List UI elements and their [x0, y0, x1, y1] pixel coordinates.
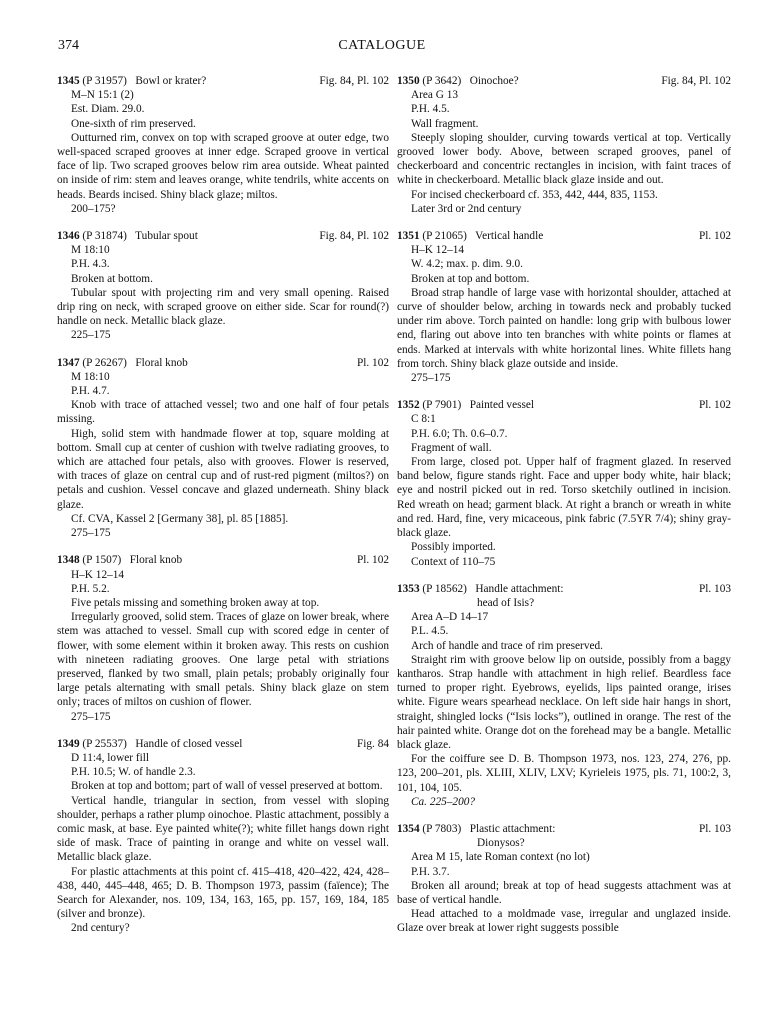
entry-refs: Pl. 102 — [698, 230, 731, 243]
entry-meta: P.H. 3.7. — [411, 865, 450, 878]
catalogue-entry — [397, 74, 731, 216]
entry-meta: P.H. 4.3. — [71, 258, 110, 271]
entry-meta: C 8:1 — [411, 413, 436, 426]
entry-number: 1351 — [397, 230, 420, 243]
entry-refs: Fig. 84, Pl. 102 — [319, 230, 389, 243]
entry-refs: Pl. 102 — [698, 399, 731, 412]
entry-meta: Knob with trace of attached vessel; two and one half of four petals missing. — [57, 399, 389, 426]
entry-title-continued: head of Isis? — [477, 596, 535, 609]
entry-meta: P.H. 6.0; Th. 0.6–0.7. — [411, 427, 508, 440]
entry-meta: Broken at bottom. — [71, 272, 153, 285]
entry-number: 1345 — [57, 75, 80, 87]
entry-title-continued: Dionysos? — [477, 837, 525, 850]
entry-reference: For plastic attachments at this point cf. 415–418, 420–422, 424, 428–438, 440, 445–448, 465; D. B. Thompson 1973, passim (faïence); The Search for Alexander, nos. 109, 134, 163, 165, pp. 157, 169, 184, 185 (silver and bronze). — [57, 865, 389, 921]
catalogue-entry — [397, 582, 731, 809]
entry-inventory: (P 26267) — [82, 356, 127, 369]
entry-meta: D 11:4, lower fill — [71, 751, 150, 764]
entry-meta: M 18:10 — [71, 244, 110, 257]
entry-date: 2nd century? — [71, 922, 130, 935]
entry-title: Floral knob — [129, 554, 183, 567]
entry-meta: P.H. 4.5. — [411, 103, 450, 116]
entry-meta: Fragment of wall. — [411, 441, 492, 454]
catalogue-entry — [397, 822, 731, 936]
entry-description: Straight rim with groove below lip on outside, possibly from a baggy kantharos. Strap handle with attachment in high relief. Beardless face turned to proper right. Eyebrows, eyelids, lips painted orange, irises white. Figure wears spearhead necklace. On left side hair hangs in short, straight, shingled locks (“Isis locks”), outlined in orange. The rest of the hair painted white. Orange dot on the forehead may be a bangle. Metallic black glaze. — [397, 653, 731, 751]
entry-inventory: (P 18562) — [422, 582, 467, 595]
entry-meta: One-sixth of rim preserved. — [71, 117, 196, 130]
entry-number: 1349 — [57, 737, 80, 750]
entry-meta: Est. Diam. 29.0. — [71, 103, 145, 116]
entry-reference: For incised checkerboard cf. 353, 442, 444, 835, 1153. — [411, 188, 658, 201]
entry-title: Bowl or krater? — [135, 75, 207, 87]
right-column — [397, 74, 731, 949]
entry-note: Possibly imported. — [411, 541, 496, 554]
entry-number: 1352 — [397, 399, 420, 412]
entry-meta: Broken all around; break at top of head suggests attachment was at base of vertical handle. — [397, 879, 731, 906]
entry-meta: H–K 12–14 — [71, 568, 125, 581]
entry-description: Outturned rim, convex on top with scraped groove at outer edge, two well-spaced scraped grooves at inner edge. Scraped groove in vertical face of lip. Two scraped grooves below rim area outside. Wheat painted on inside of rim: stem and leaves orange, white tendrils, white accents on heads. Beards incised. Shiny black glaze; miltos. — [57, 131, 389, 201]
entry-meta: Arch of handle and trace of rim preserved. — [411, 639, 603, 652]
entry-refs: Fig. 84 — [356, 737, 389, 750]
entry-title: Oinochoe? — [469, 75, 519, 87]
entry-refs: Pl. 102 — [356, 554, 389, 567]
entry-meta: Broken at top and bottom. — [411, 272, 530, 285]
entry-number: 1348 — [57, 554, 80, 567]
entry-number: 1353 — [397, 582, 420, 595]
entry-meta: H–K 12–14 — [411, 244, 465, 257]
entry-meta: Area M 15, late Roman context (no lot) — [411, 851, 590, 864]
entry-description: High, solid stem with handmade flower at top, square molding at bottom. Small cup at center of cushion with twelve radiating grooves, to which are attached four petals, also with grooves. Flower is reserved, with traces of glaze on central cup and of rust-red pigment (miltos?) on petals and cushion. Vessel concave and glazed underneath. Shiny black glaze. — [57, 427, 389, 511]
catalogue-entry — [397, 229, 731, 385]
catalogue-entry — [57, 553, 389, 723]
entry-reference: For the coiffure see D. B. Thompson 1973, nos. 123, 274, 276, pp. 123, 200–201, pls. XLIII, XLIV, LXV; Kyrieleis 1975, pls. 71, 100:2, 3, 101, 104, 105. — [397, 753, 731, 794]
entry-meta: M–N 15:1 (2) — [71, 89, 134, 102]
entry-inventory: (P 7803) — [422, 822, 462, 835]
catalogue-entry — [57, 737, 389, 936]
entry-refs: Fig. 84, Pl. 102 — [319, 75, 389, 87]
entry-inventory: (P 3642) — [422, 75, 462, 87]
entry-inventory: (P 31874) — [82, 230, 127, 243]
entry-meta: Wall fragment. — [411, 117, 479, 130]
entry-date: 275–175 — [71, 527, 111, 540]
entry-number: 1346 — [57, 230, 80, 243]
entry-description: From large, closed pot. Upper half of fragment glazed. In reserved band below, figure stands right. Face and upper body white, hair black; eye and nostril picked out in red. Torso sketchily outlined in incision. Red wreath on head; garment black. At right a branch or wreath in white and red. Hard, fine, very micaceous, pink fabric (7.5YR 7/4); shiny gray-black glaze. — [397, 456, 731, 540]
catalogue-entry — [397, 398, 731, 568]
entry-description: Steeply sloping shoulder, curving towards vertical at top. Vertically grooved lower body. Above, between scraped grooves, panel of checkerboard and concentric rectangles in incision, with faint traces of white in checkerboard. Metallic black glaze inside and out. — [397, 131, 731, 187]
catalogue-entry — [57, 229, 389, 343]
entry-title: Handle of closed vessel — [135, 737, 243, 750]
entry-meta: Five petals missing and something broken away at top. — [71, 596, 320, 609]
entry-inventory: (P 31957) — [82, 75, 127, 87]
entry-inventory: (P 21065) — [422, 230, 467, 243]
entry-meta: P.H. 5.2. — [71, 582, 110, 595]
entry-date: 275–175 — [411, 372, 451, 385]
entry-number: 1350 — [397, 75, 420, 87]
entry-reference: Cf. CVA, Kassel 2 [Germany 38], pl. 85 [1885]. — [71, 512, 289, 525]
entry-meta: Area G 13 — [411, 89, 459, 102]
entry-description: Vertical handle, triangular in section, from vessel with sloping shoulder, perhaps a rather plump oinochoe. Plastic attachment, possibly a comic mask, at base. Eye painted white(?); white fillet hangs down right side of mask. Trace of painting in orange and white on vessel wall. Metallic black glaze. — [57, 794, 389, 864]
entry-inventory: (P 25537) — [82, 737, 127, 750]
entry-date: Ca. 225–200? — [411, 795, 476, 808]
entry-inventory: (P 7901) — [422, 399, 462, 412]
entry-refs: Pl. 102 — [356, 356, 389, 369]
entry-meta: P.H. 10.5; W. of handle 2.3. — [71, 766, 196, 779]
entry-title: Vertical handle — [475, 230, 544, 243]
entry-refs: Pl. 103 — [698, 582, 731, 595]
page-header: CATALOGUE — [338, 38, 426, 53]
entry-description: Irregularly grooved, solid stem. Traces of glaze on lower break, where stem was attached to vessel. Small cup with scored edge in center of flower, with some element within it broken away. This rests on cushion with nineteen radiating grooves. One large petal with striations preserved, flanked by two small, plain petals; probably originally four large petals alternating with small petals. Shiny black glaze on stem only; traces of miltos on cushion of flower. — [57, 611, 389, 709]
entry-meta: Area A–D 14–17 — [411, 611, 489, 624]
entry-meta: Broken at top and bottom; part of wall of vessel preserved at bottom. — [71, 780, 383, 793]
entry-meta: P.L. 4.5. — [411, 625, 449, 638]
entry-inventory: (P 1507) — [82, 554, 122, 567]
entry-description: Broad strap handle of large vase with horizontal shoulder, attached at curve of shoulder below, arching in towards neck and probably tucked under rim above. Torch painted on handle: long grip with bulbous lower end, flaring out above into ten branches with white points or flames at ends. Marked at intervals with white horizontal lines. White fillets hang from torch. Shiny black glaze outside and inside. — [397, 286, 731, 370]
entry-title: Plastic attachment: — [469, 822, 556, 835]
entry-refs: Fig. 84, Pl. 102 — [661, 75, 731, 87]
entry-meta: P.H. 4.7. — [71, 385, 110, 398]
entry-description: Tubular spout with projecting rim and very small opening. Raised drip ring on neck, with scraped groove on either side. Scar for round(?) handle on neck. Metallic black glaze. — [57, 286, 389, 328]
entry-refs: Pl. 103 — [698, 822, 731, 835]
entry-date: 200–175? — [71, 202, 116, 215]
entry-number: 1347 — [57, 356, 80, 369]
entry-date: Context of 110–75 — [411, 555, 496, 568]
entry-number: 1354 — [397, 822, 420, 835]
entry-description: Head attached to a moldmade vase, irregular and unglazed inside. Glaze over break at lower right suggests possible — [397, 908, 731, 935]
page-number: 374 — [58, 38, 79, 53]
entry-date: 225–175 — [71, 329, 111, 342]
entry-title: Floral knob — [135, 356, 188, 369]
entry-title: Tubular spout — [135, 230, 198, 243]
entry-date: Later 3rd or 2nd century — [411, 202, 522, 215]
catalogue-entry — [57, 74, 389, 216]
entry-meta: W. 4.2; max. p. dim. 9.0. — [411, 258, 523, 271]
entry-meta: M 18:10 — [71, 370, 110, 383]
left-column — [57, 74, 389, 949]
entry-title: Handle attachment: — [475, 582, 564, 595]
entry-date: 275–175 — [71, 710, 111, 723]
catalogue-entry — [57, 356, 389, 541]
entry-title: Painted vessel — [469, 399, 535, 412]
